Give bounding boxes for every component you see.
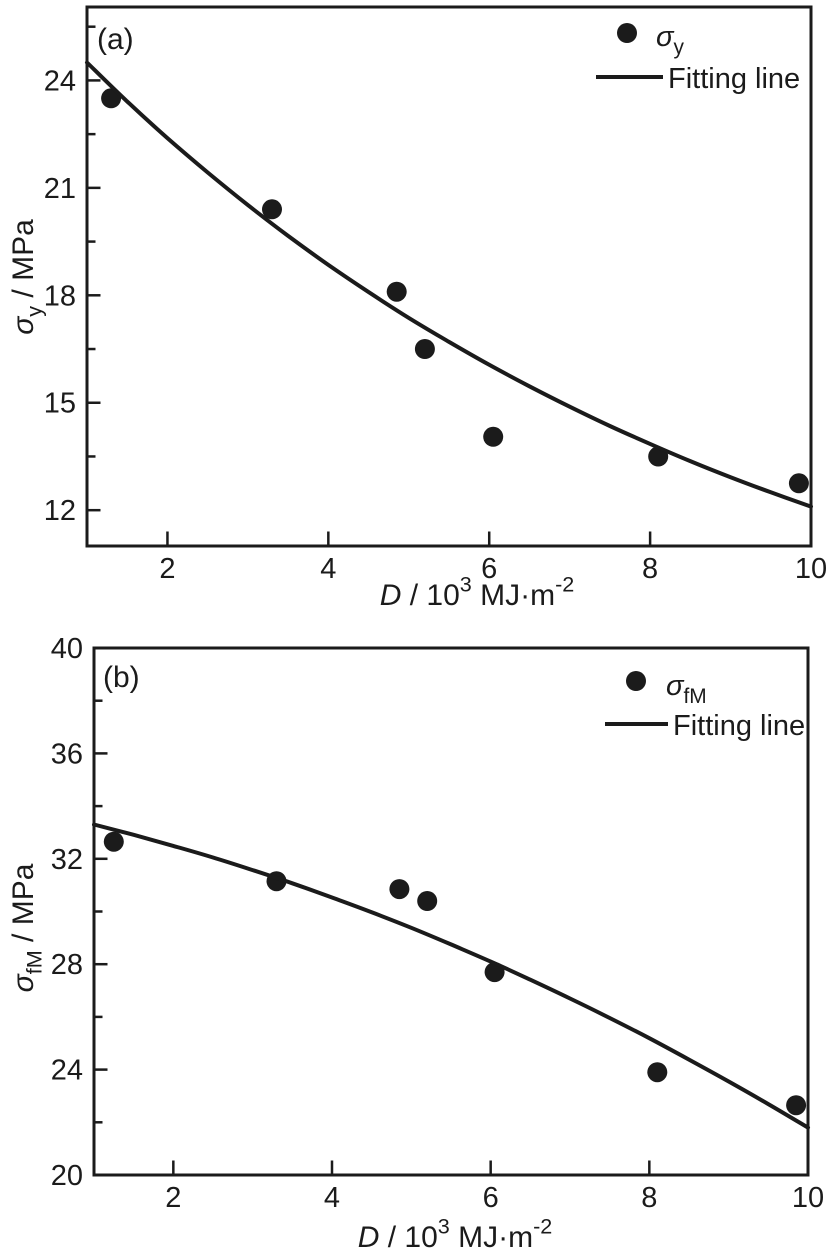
legend-marker [626, 671, 646, 691]
x-tick-label: 4 [323, 1182, 341, 1214]
data-point [387, 282, 407, 302]
y-tick-label: 40 [50, 633, 83, 665]
x-tick-label: 8 [642, 553, 659, 585]
x-tick-label: 2 [165, 1182, 182, 1214]
x-tick-label: 8 [641, 1182, 658, 1214]
y-tick-label: 21 [43, 172, 76, 205]
y-tick-label: 15 [43, 387, 76, 420]
y-tick-label: 18 [43, 280, 76, 313]
x-axis-label: D / $10^3$ $MJ\cdot m^{-2}$ [357, 1213, 553, 1254]
x-tick-label: 6 [482, 1182, 499, 1214]
panel-label: (b) [103, 661, 140, 694]
y-axis-label: $\sigma_y$ / MPa [7, 219, 47, 335]
legend-line-label: Fitting line [668, 63, 801, 95]
legend-line-label: Fitting line [673, 710, 806, 742]
x-tick-label: 2 [159, 553, 176, 585]
fit-line [87, 63, 811, 507]
legend-series-label: $\sigma_{fM}$ [666, 670, 707, 709]
y-tick-label: 12 [43, 495, 76, 528]
fit-line [94, 825, 808, 1128]
y-axis-label: $\sigma_{fM}$ / MPa [7, 863, 47, 993]
legend-series-label: $\sigma_y$ [656, 21, 684, 60]
panel-label: (a) [97, 23, 134, 56]
data-point [104, 832, 124, 852]
x-axis-label: D / $10^3$ $MJ\cdot m^{-2}$ [379, 571, 575, 612]
data-point [415, 339, 435, 359]
y-tick-label: 32 [50, 843, 83, 876]
data-point [789, 473, 809, 493]
x-tick-label: 10 [794, 553, 828, 585]
y-tick-label: 20 [50, 1160, 83, 1192]
y-tick-label: 24 [50, 1054, 83, 1087]
y-tick-label: 28 [50, 949, 83, 982]
data-point [417, 891, 437, 911]
legend-marker [617, 23, 637, 43]
data-point [483, 427, 503, 447]
data-point [647, 1062, 667, 1082]
data-point [389, 879, 409, 899]
y-tick-label: 36 [50, 738, 83, 771]
x-tick-label: 6 [481, 553, 498, 585]
y-tick-label: 24 [43, 65, 76, 98]
x-tick-label: 4 [320, 553, 337, 585]
x-tick-label: 10 [791, 1182, 825, 1214]
panel-b-chart [0, 628, 829, 1256]
data-point [786, 1095, 806, 1115]
